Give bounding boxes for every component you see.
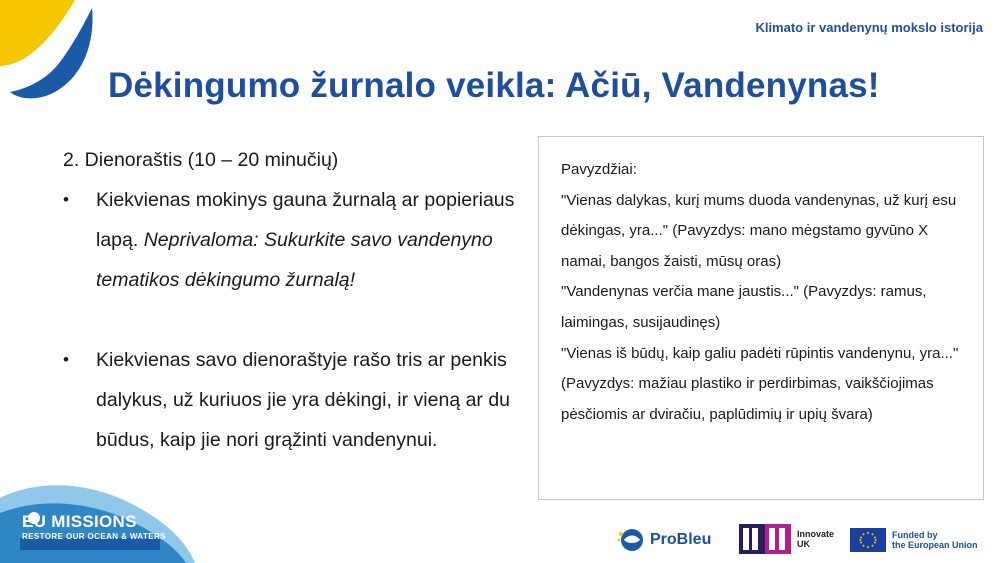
ukri-icon: [739, 524, 791, 554]
probleu-name: ProBleu: [650, 531, 712, 548]
ukri-logo: [739, 524, 834, 554]
eu-missions-text: [22, 512, 166, 541]
example-item: "Vandenynas verčia mane jaustis..." (Pavyzdys: ramus, laimingas, susijaudinęs): [561, 283, 927, 331]
instruction-item: [63, 340, 518, 460]
examples-box: [538, 136, 984, 500]
example-item: "Vienas dalykas, kurį mums duoda vandenynas, už kurį esu dėkingas, yra..." (Pavyzdys: mano mėgstamo gyvūno X namai, bangos žaisti, mūsų oras): [561, 191, 957, 270]
eu-funding-line1: Funded by: [892, 530, 938, 540]
instructions-column: [63, 140, 518, 460]
eu-funding-logo: [850, 528, 978, 552]
eu-funding-text: [892, 530, 978, 550]
examples-heading: Pavyzdžiai:: [561, 161, 637, 178]
eu-funding-line2: the European Union: [892, 540, 978, 550]
probleu-logo: [616, 527, 711, 553]
instruction-text: Kiekvienas mokinys gauna žurnalą ar popieriaus lapą.: [96, 189, 515, 251]
eu-missions-subtitle: RESTORE OUR OCEAN & WATERS: [22, 532, 166, 541]
page-title: Dėkingumo žurnalo veikla: Ačiū, Vandenynas!: [108, 66, 880, 105]
course-label: Klimato ir vandenynų mokslo istorija: [755, 20, 983, 35]
eu-missions-title: EU MISSIONS: [22, 512, 137, 531]
instruction-item: [63, 180, 518, 300]
ukri-line2: UK: [797, 539, 810, 549]
eu-flag-icon: [850, 528, 886, 552]
instruction-text: Kiekvienas savo dienoraštyje rašo tris ar penkis dalykus, už kuriuos jie yra dėkingi, ir vieną ar du būdus, kaip jie nori grąžinti vandenynui.: [96, 349, 511, 451]
step-subhead: 2. Dienoraštis (10 – 20 minučių): [63, 149, 339, 171]
brand-shape-logo: [0, 0, 110, 110]
probleu-icon: [616, 527, 646, 553]
ukri-text: [797, 529, 834, 549]
instruction-list: [63, 180, 518, 460]
ukri-line1: Innovate: [797, 529, 835, 539]
instruction-optional-text: Neprivaloma: Sukurkite savo vandenyno tematikos dėkingumo žurnalą!: [96, 229, 493, 291]
example-item: "Vienas iš būdų, kaip galiu padėti rūpintis vandenynu, yra..." (Pavyzdys: mažiau plastiko ir perdirbimas, vaikščiojimas pėsčiomis ar dviračiu, paplūdimių ir upių švara): [561, 344, 959, 423]
